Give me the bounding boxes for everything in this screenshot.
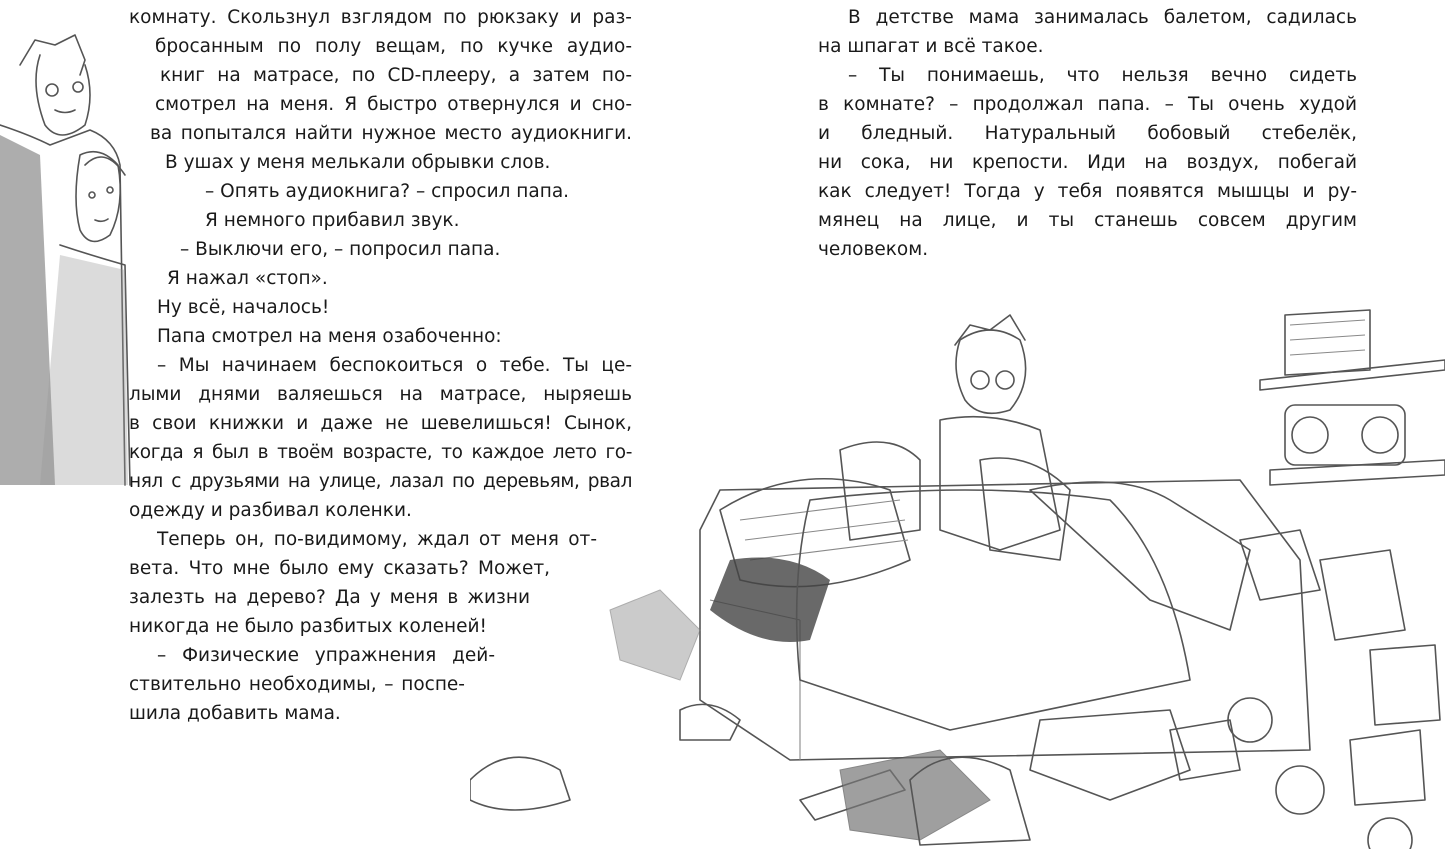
text-line: В ушах у меня мелькали обрывки слов. — [165, 152, 551, 173]
parents-illustration — [0, 15, 135, 495]
text-line: ствительно необходимы, – поспе- — [129, 674, 465, 695]
text-line: комнату. Скользнул взглядом по рюкзаку и раз- — [129, 7, 632, 28]
text-line: – Выключи его, – попросил папа. — [180, 239, 501, 260]
text-line: в комнате? – продолжал папа. – Ты очень худой — [818, 94, 1357, 115]
text-line: лыми днями валяешься на матрасе, ныряешь — [129, 384, 632, 405]
text-line: мянец на лице, и ты станешь совсем другим — [818, 210, 1357, 231]
text-line: Папа смотрел на меня озабоченно: — [157, 326, 502, 347]
text-line: когда я был в твоём возрасте, то каждое лето го- — [129, 442, 632, 463]
text-line: на шпагат и всё такое. — [818, 36, 1044, 57]
text-line: бросанным по полу вещам, по кучке аудио- — [155, 36, 632, 57]
text-line: залезть на дерево? Да у меня в жизни — [129, 587, 530, 608]
text-line: одежду и разбивал коленки. — [129, 500, 412, 521]
text-line: смотрел на меня. Я быстро отвернулся и сно- — [155, 94, 632, 115]
text-line: – Ты понимаешь, что нельзя вечно сидеть — [848, 65, 1357, 86]
text-line: книг на матрасе, по CD-плееру, а затем по- — [160, 65, 632, 86]
text-line: вета. Что мне было ему сказать? Может, — [129, 558, 550, 579]
text-line: Теперь он, по-видимому, ждал от меня от- — [157, 529, 597, 550]
text-line: Ну всё, началось! — [157, 297, 330, 318]
text-line: как следует! Тогда у тебя появятся мышцы и ру- — [818, 181, 1357, 202]
text-line: ни сока, ни крепости. Иди на воздух, побегай — [818, 152, 1357, 173]
text-line: нял с друзьями на улице, лазал по деревьям, рвал — [129, 471, 632, 492]
text-line: и бледный. Натуральный бобовый стебелёк, — [818, 123, 1357, 144]
text-line: В детстве мама занималась балетом, садилась — [848, 7, 1357, 28]
text-line: Я нажал «стоп». — [167, 268, 328, 289]
text-line: шила добавить мама. — [129, 703, 341, 724]
text-line: человеком. — [818, 239, 929, 260]
text-line: – Физические упражнения дей- — [157, 645, 495, 666]
text-line: никогда не было разбитых коленей! — [129, 616, 487, 637]
text-line: ва попытался найти нужное место аудиокниги. — [150, 123, 632, 144]
text-line: в свои книжки и даже не шевелишься! Сынок, — [129, 413, 632, 434]
text-line: – Мы начинаем беспокоиться о тебе. Ты це- — [157, 355, 632, 376]
text-line: Я немного прибавил звук. — [205, 210, 460, 231]
text-line: – Опять аудиокнига? – спросил папа. — [205, 181, 570, 202]
